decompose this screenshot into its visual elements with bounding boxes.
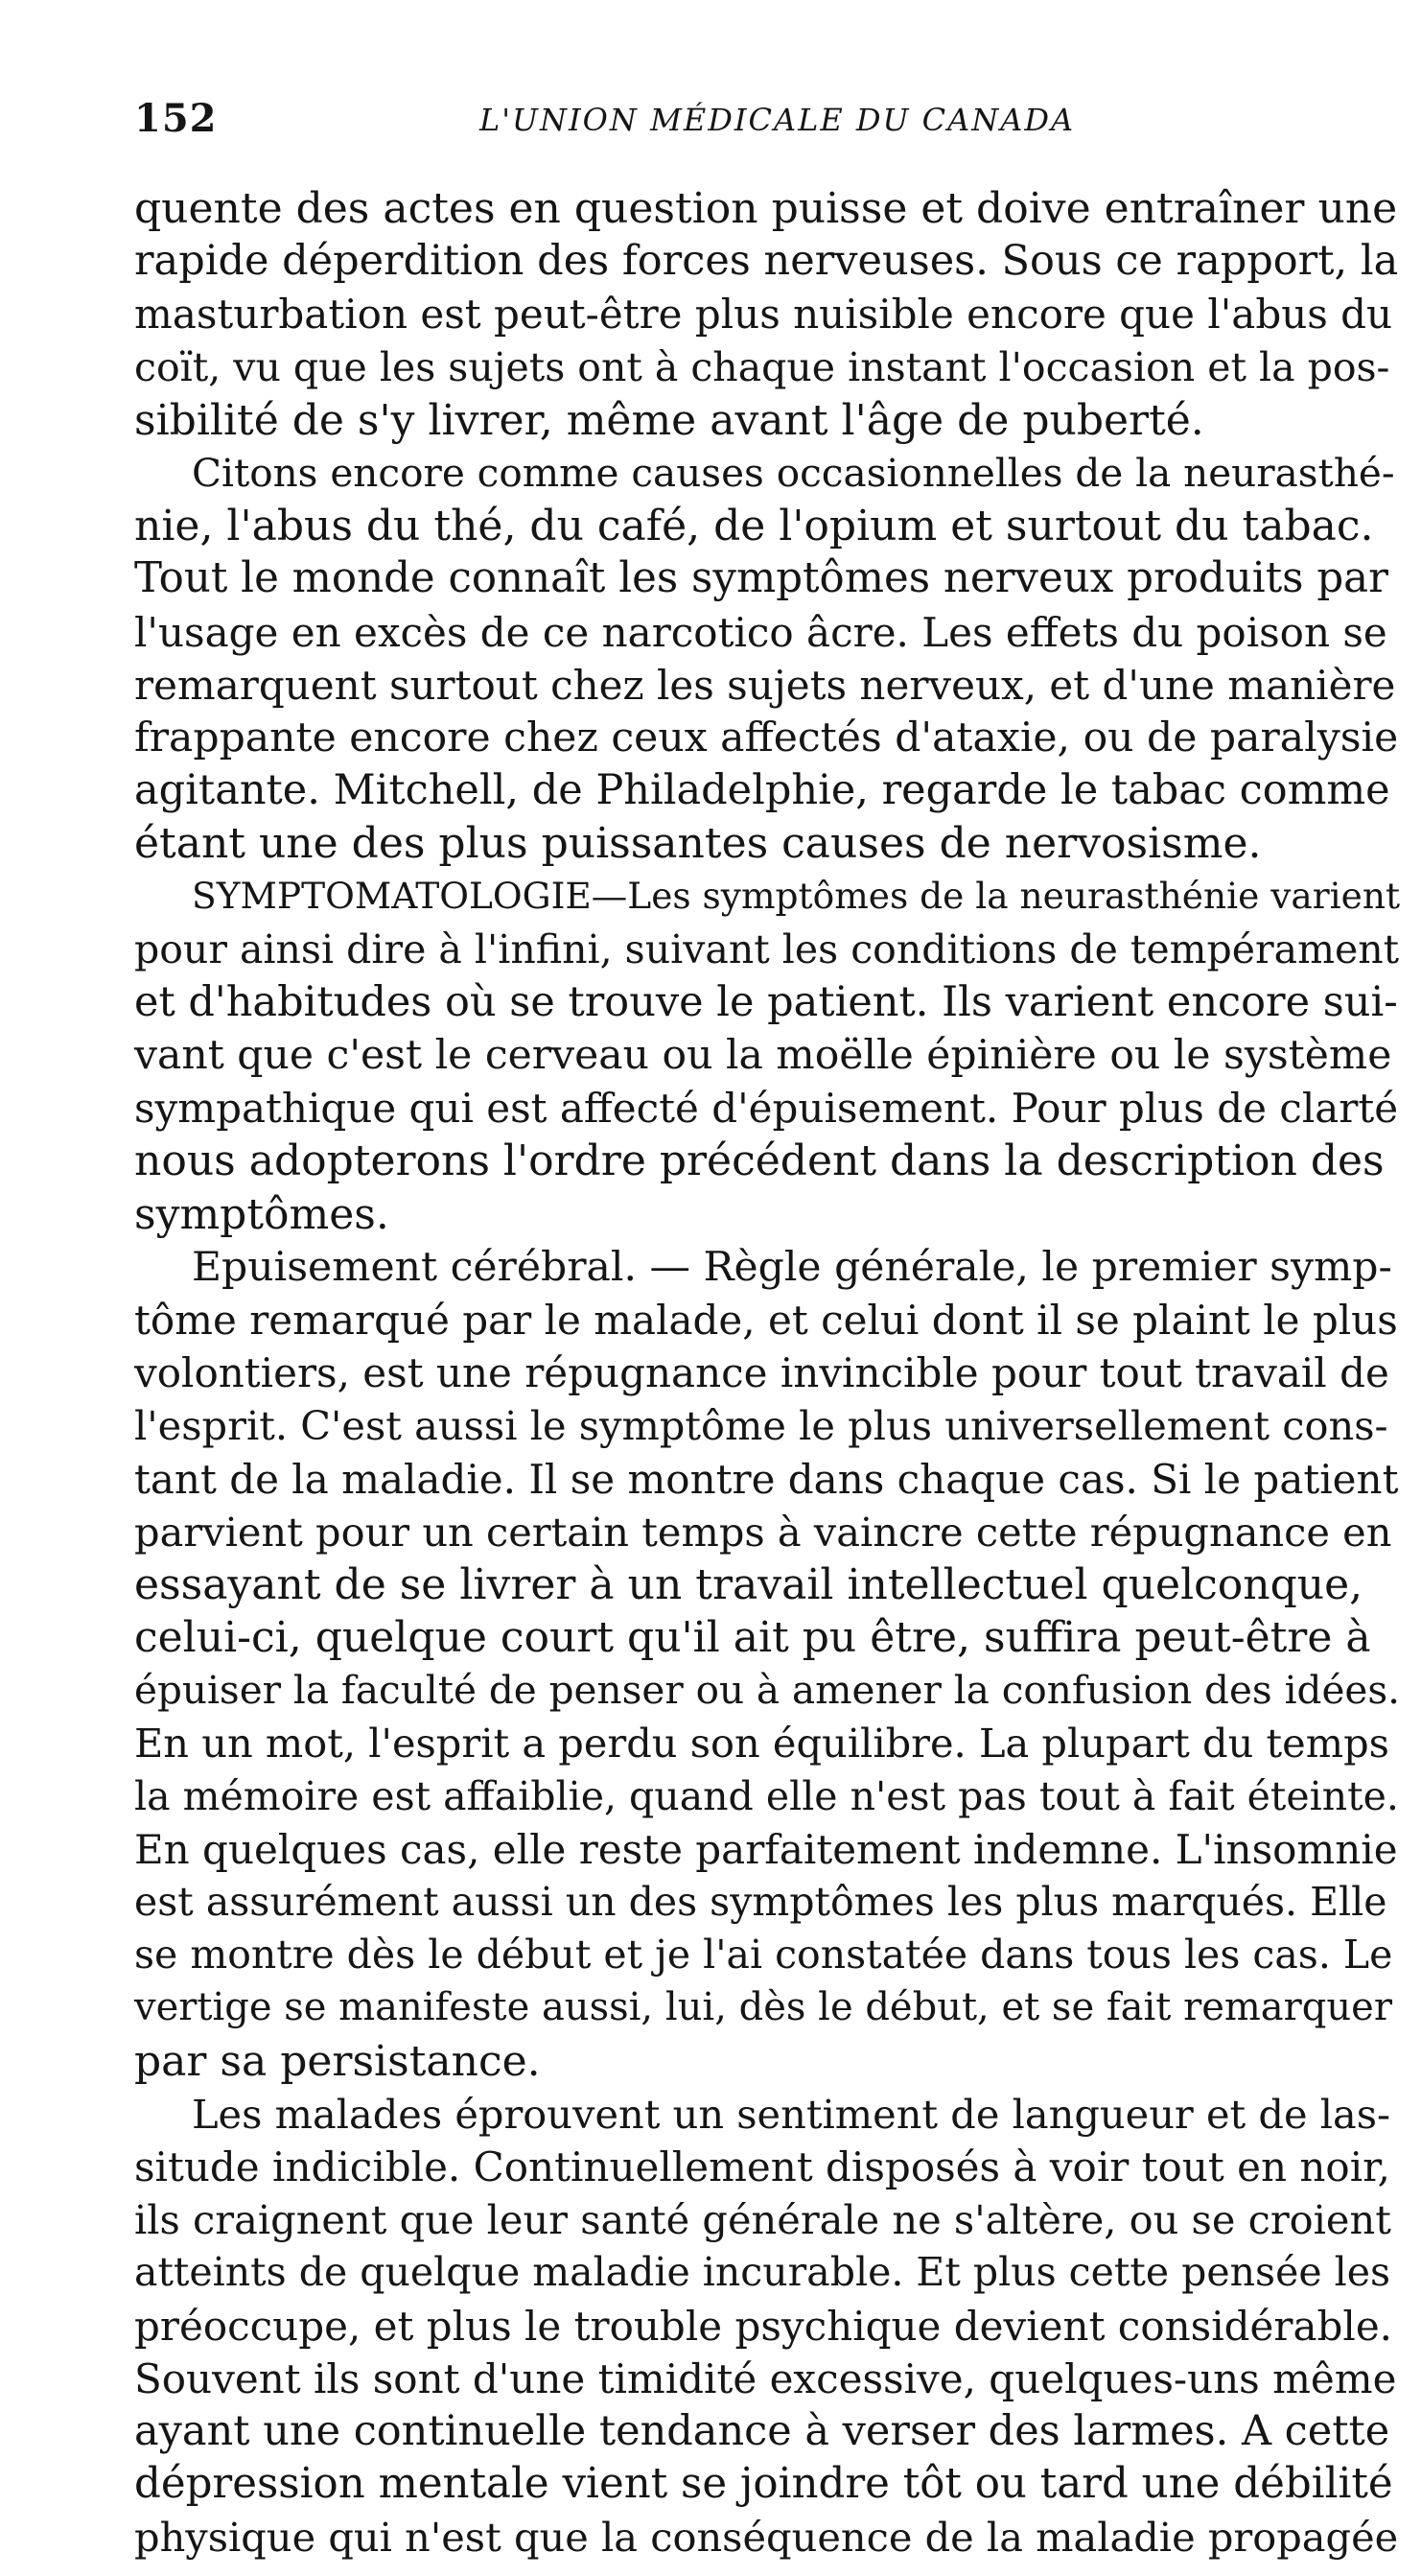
text-line: la mémoire est affaiblie, quand elle n'est pas tout à fait éteinte. xyxy=(134,1772,1399,1819)
running-title: L'UNION MÉDICALE DU CANADA xyxy=(479,102,1076,138)
text-line: Les malades éprouvent un sentiment de langueur et de las- xyxy=(192,2090,1391,2138)
text-line: rapide déperdition des forces nerveuses. Sous ce rapport, la xyxy=(134,237,1399,286)
text-line: situde indicible. Continuellement disposés à voir tout en noir, xyxy=(134,2143,1390,2190)
page-header xyxy=(134,96,1381,153)
text-line: et d'habitudes où se trouve le patient. Ils varient encore sui- xyxy=(134,977,1398,1026)
text-line: atteints de quelque maladie incurable. Et plus cette pensée les xyxy=(134,2249,1391,2296)
text-line: Citons encore comme causes occasionnelles de la neurasthé- xyxy=(192,449,1395,496)
text-line: vant que c'est le cerveau ou la moëlle épinière ou le système xyxy=(134,1032,1392,1079)
text-line: En un mot, l'esprit a perdu son équilibre. La plupart du temps xyxy=(134,1720,1389,1768)
body-text xyxy=(134,182,1400,2564)
text-line: épuiser la faculté de penser ou à amener la confusion des idées. xyxy=(134,1667,1401,1714)
text-line: parvient pour un certain temps à vaincre cette répugnance en xyxy=(134,1508,1392,1556)
text-line: frappante encore chez ceux affectés d'ataxie, ou de paralysie xyxy=(134,714,1399,761)
text-line: agitante. Mitchell, de Philadelphie, regarde le tabac comme xyxy=(134,766,1390,815)
text-line: ayant une continuelle tendance à verser des larmes. A cette xyxy=(134,2406,1390,2455)
text-line: l'esprit. C'est aussi le symptôme le plus universellement cons- xyxy=(134,1402,1388,1450)
text-line: nous adopterons l'ordre précédent dans la description des xyxy=(134,1136,1385,1186)
text-line: l'usage en excès de ce narcotico âcre. Les effets du poison se xyxy=(134,608,1387,656)
text-line: sympathique qui est affecté d'épuisement. Pour plus de clarté xyxy=(134,1085,1399,1133)
text-line: coït, vu que les sujets ont à chaque instant l'occasion et la pos- xyxy=(134,343,1390,390)
text-line: se montre dès le début et je l'ai constatée dans tous les cas. Le xyxy=(134,1932,1393,1979)
text-line: celui-ci, quelque court qu'il ait pu être, suffira peut-être à xyxy=(134,1613,1371,1663)
text-line: préoccupe, et plus le trouble psychique devient considérable. xyxy=(134,2302,1393,2350)
text-line: est assurément aussi un des symptômes les plus marqués. Elle xyxy=(134,1879,1387,1925)
text-line: par sa persistance. xyxy=(134,2036,541,2086)
text-line: Tout le monde connaît les symptômes nerveux produits par xyxy=(134,554,1388,603)
text-line: masturbation est peut-être plus nuisible encore que l'abus du xyxy=(134,291,1393,339)
text-line: Epuisement cérébral. — Règle générale, le premier symp- xyxy=(192,1243,1392,1291)
text-line: quente des actes en question puisse et doive entraîner une xyxy=(134,184,1398,233)
text-line: volontiers, est une répugnance invincible pour tout travail de xyxy=(134,1349,1389,1397)
text-line: remarquent surtout chez les sujets nerveux, et d'une manière xyxy=(134,661,1396,709)
text-line: En quelques cas, elle reste parfaitement indemne. L'insomnie xyxy=(134,1825,1398,1873)
text-line: Souvent ils sont d'une timidité excessive, quelques-uns même xyxy=(134,2354,1397,2402)
text-line: ils craignent que leur santé générale ne s'altère, ou se croient xyxy=(134,2196,1391,2244)
text-line: vertige se manifeste aussi, lui, dès le début, et se fait remarquer xyxy=(134,1985,1392,2030)
text-line: étant une des plus puissantes causes de nervosisme. xyxy=(134,819,1262,869)
text-line: dépression mentale vient se joindre tôt ou tard une débilité xyxy=(134,2460,1393,2509)
text-line: essayant de se livrer à un travail intellectuel quelconque, xyxy=(134,1559,1363,1609)
text-line: SYMPTOMATOLOGIE—Les symptômes de la neurasthénie varient xyxy=(192,875,1401,918)
page-number: 152 xyxy=(134,96,218,141)
text-line: sibilité de s'y livrer, même avant l'âge de puberté. xyxy=(134,395,1204,445)
text-line: tôme remarqué par le malade, et celui dont il se plaint le plus xyxy=(134,1296,1398,1344)
text-line: pour ainsi dire à l'infini, suivant les conditions de tempérament xyxy=(134,925,1400,972)
text-line: tant de la maladie. Il se montre dans chaque cas. Si le patient xyxy=(134,1455,1399,1503)
text-line: nie, l'abus du thé, du café, de l'opium et surtout du tabac. xyxy=(134,502,1374,551)
text-line: symptômes. xyxy=(134,1189,389,1239)
text-line: physique qui n'est que la conséquence de la maladie propagée xyxy=(134,2514,1399,2562)
